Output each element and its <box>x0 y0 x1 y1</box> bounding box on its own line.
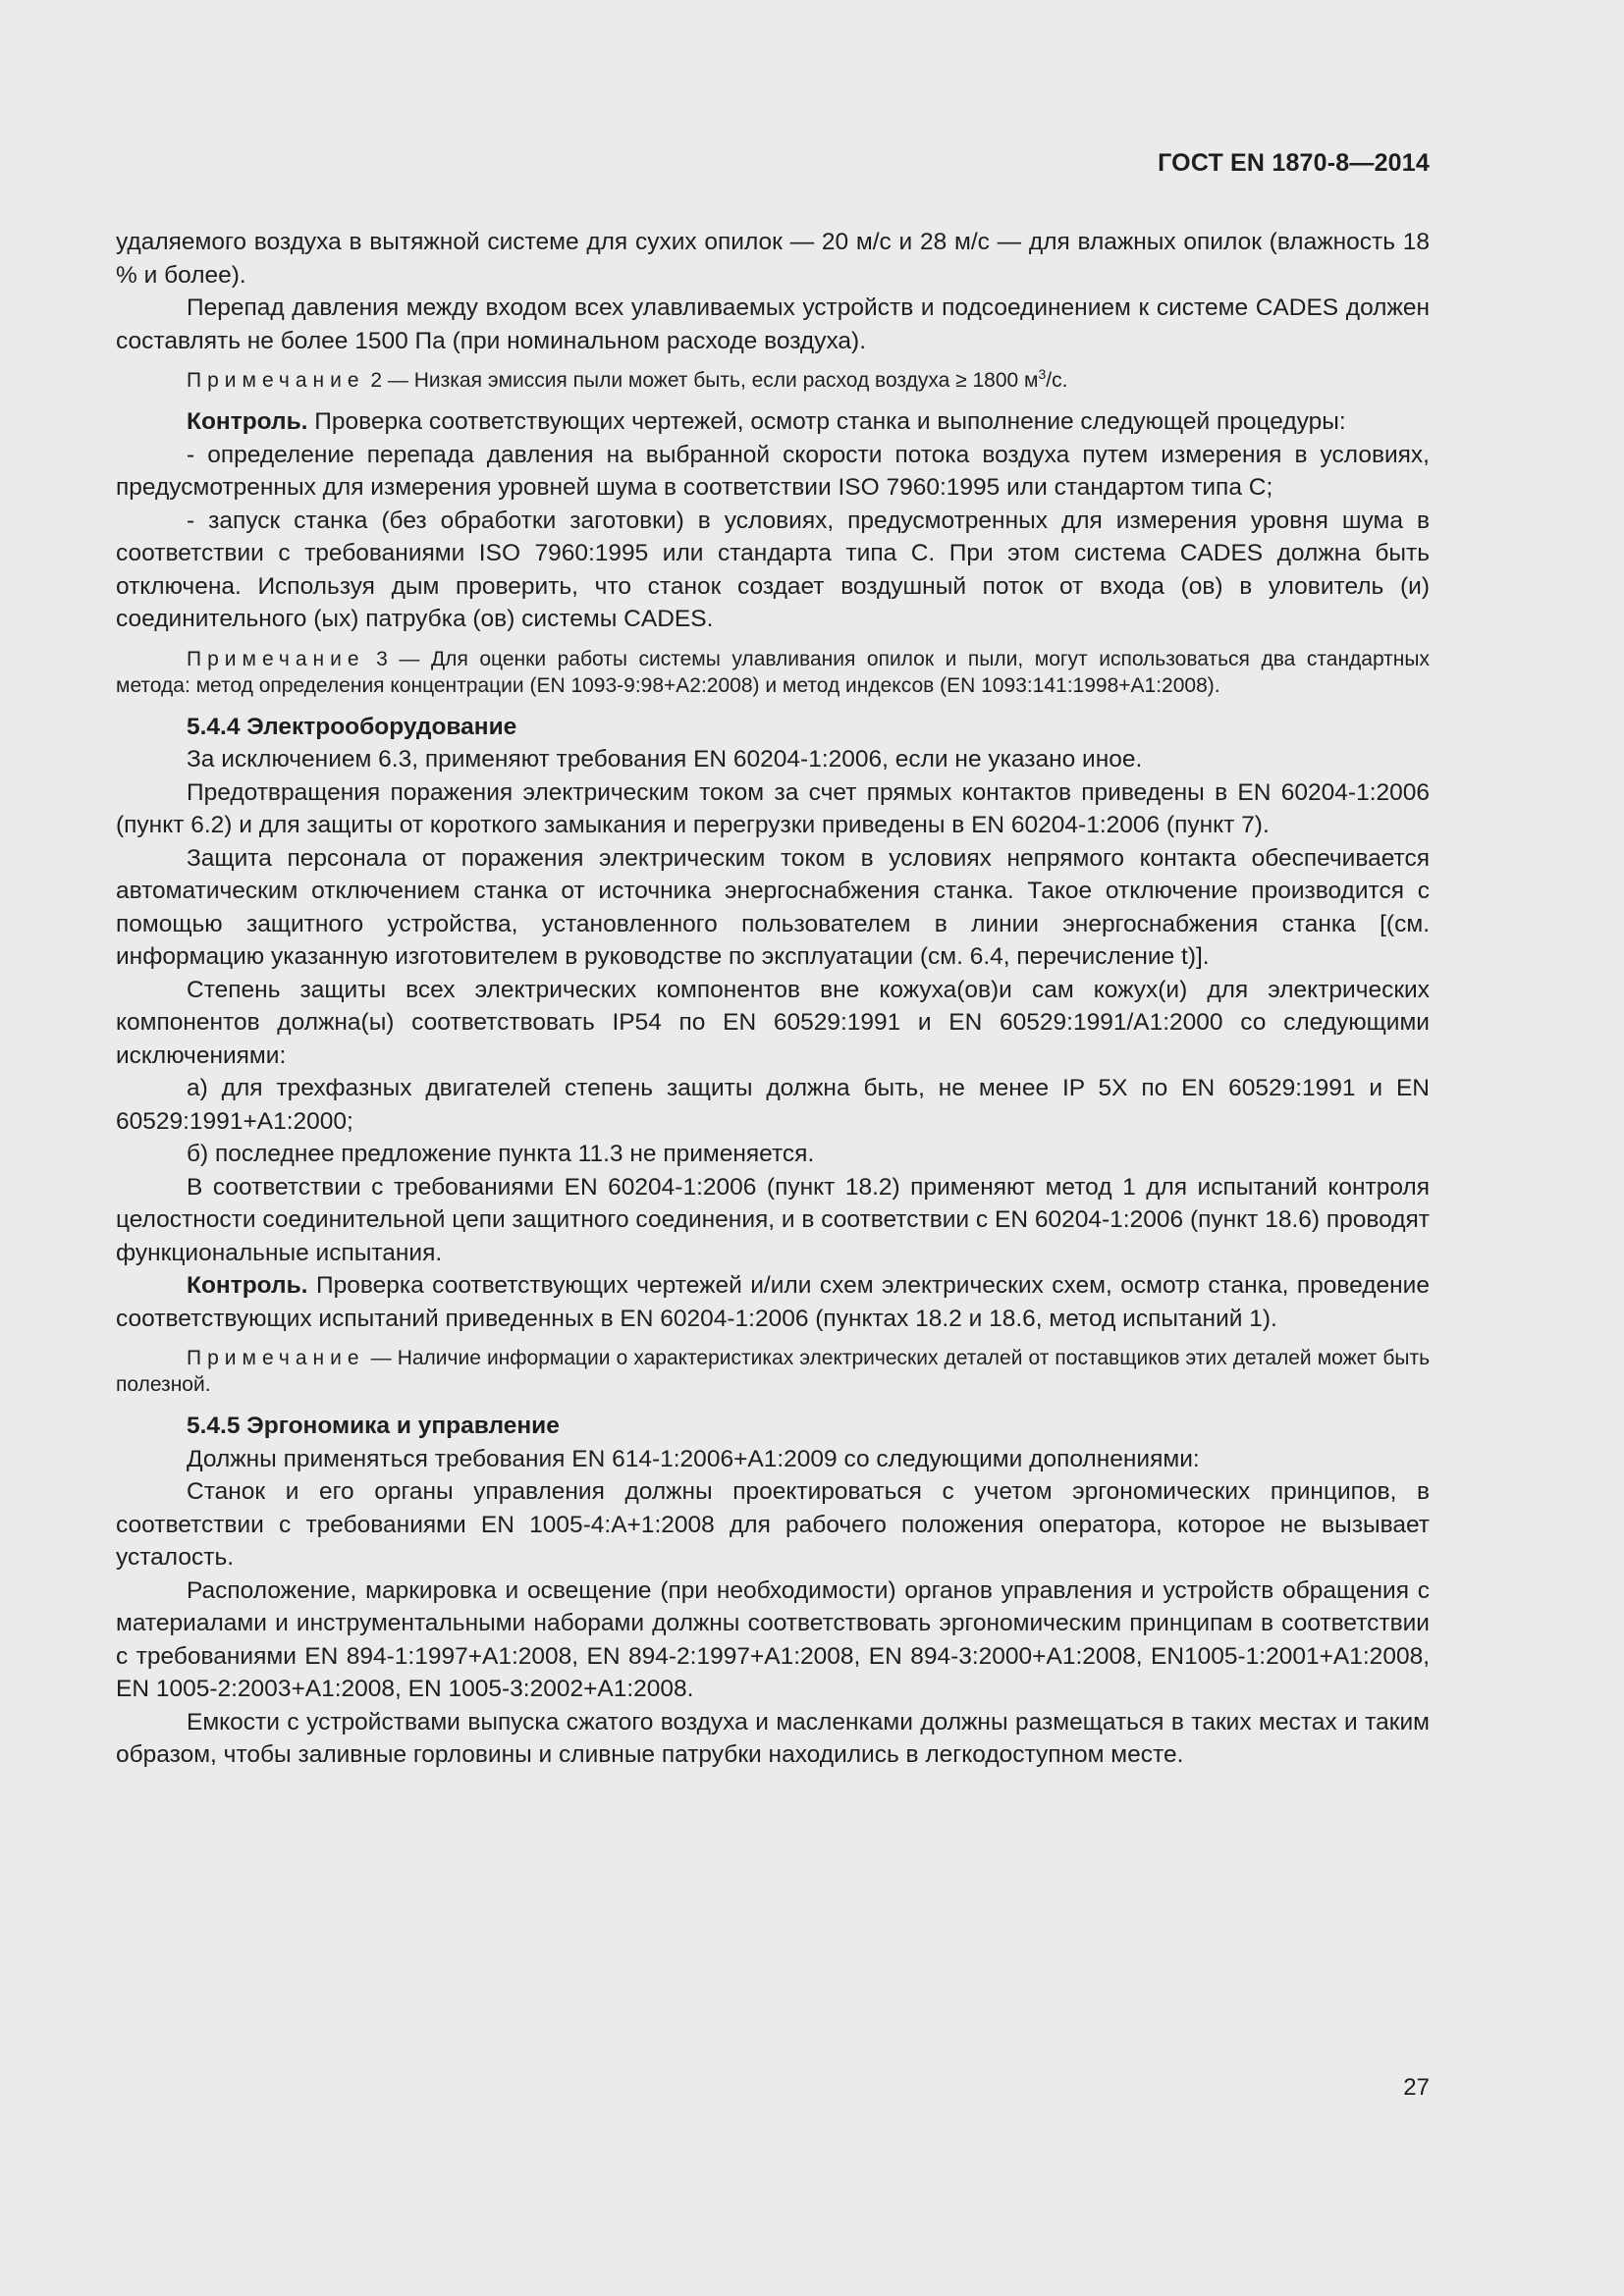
control-text: Проверка соответствующих чертежей и/или схем электрических схем, осмотр станка, проведение соответствующих испытаний приведенных в EN 60204-1:2006 (пунктах 18.2 и 18.6, метод испытаний 1). <box>116 1272 1430 1332</box>
paragraph: Должны применяться требования EN 614-1:2006+A1:2009 со следующими дополнениями: <box>187 1445 1200 1472</box>
note-superscript: 3 <box>1038 366 1047 382</box>
paragraph: Защита персонала от поражения электрическим током в условиях непрямого контакта обеспечивается автоматическим отключением станка от источника энергоснабжения станка. Такое отключение производится с помощью защитного устройства, установленного пользователем в линии энергоснабжения станка [(см. информацию указанную изготовителем в руководстве по эксплуатации (см. 6.4, перечисление t)]. <box>116 844 1430 970</box>
page-number: 27 <box>1403 2074 1430 2101</box>
paragraph: В соответствии с требованиями EN 60204-1:2006 (пункт 18.2) применяют метод 1 для испытаний контроля целостности соединительной цепи защитного соединения, и в соответствии с EN 60204-1:2006 (пункт 18.6) проводят функциональные испытания. <box>116 1173 1430 1266</box>
list-item: а) для трехфазных двигателей степень защиты должна быть, не менее IP 5X по EN 60529:1991 и EN 60529:1991+A1:2000; <box>116 1075 1430 1135</box>
paragraph: Емкости с устройствами выпуска сжатого воздуха и масленками должны размещаться в таких местах и таким образом, чтобы заливные горловины и сливные патрубки находились в легкодоступном месте. <box>116 1708 1430 1768</box>
paragraph: За исключением 6.3, применяют требования EN 60204-1:2006, если не указано иное. <box>187 746 1143 773</box>
document-header: ГОСТ EN 1870-8—2014 <box>1158 149 1430 177</box>
control-paragraph <box>116 405 1430 439</box>
document-body <box>116 226 1430 1772</box>
note-label: Примечание <box>187 647 365 670</box>
note-4 <box>116 1345 1430 1398</box>
list-item: - определение перепада давления на выбранной скорости потока воздуха путем измерения в условиях, предусмотренных для измерения уровней шума в соответствии ISO 7960:1995 или стандартом типа С; <box>116 441 1430 501</box>
note-tail: /с. <box>1046 369 1068 392</box>
control-label: Контроль. <box>187 408 308 435</box>
note-label: Примечание <box>187 369 365 392</box>
note-3 <box>116 646 1430 699</box>
list-item: - запуск станка (без обработки заготовки) в условиях, предусмотренных для измерения уровня шума в соответствии с требованиями ISO 7960:1995 или стандарта типа С. При этом система CADES должна быть отключена. Используя дым проверить, что станок создает воздушный поток от входа (ов) в уловитель (и) соединительного (ых) патрубка (ов) системы CADES. <box>116 507 1430 632</box>
paragraph: Степень защиты всех электрических компонентов вне кожуха(ов)и сам кожух(и) для электрических компонентов должна(ы) соответствовать IP54 по EN 60529:1991 и EN 60529:1991/A1:2000 со следующими исключениями: <box>116 976 1430 1069</box>
paragraph: Расположение, маркировка и освещение (при необходимости) органов управления и устройств обращения с материалами и инструментальными наборами должны соответствовать эргономическим принципам в соответствии с требованиями EN 894-1:1997+A1:2008, EN 894-2:1997+A1:2008, EN 894-3:2000+A1:2008, EN1005-1:2001+A1:2008, EN 1005-2:2003+A1:2008, EN 1005-3:2002+A1:2008. <box>116 1576 1430 1702</box>
paragraph: Станок и его органы управления должны проектироваться с учетом эргономических принципов, в соответствии с требованиями EN 1005-4:A+1:2008 для рабочего положения оператора, которое не вызывает усталость. <box>116 1478 1430 1571</box>
list-item: б) последнее предложение пункта 11.3 не применяется. <box>187 1141 815 1167</box>
section-heading-5-4-4: 5.4.4 Электрооборудование <box>187 713 517 740</box>
note-text: 2 — Низкая эмиссия пыли может быть, если расход воздуха ≥ 1800 м <box>370 369 1039 392</box>
paragraph: Перепад давления между входом всех улавливаемых устройств и подсоединением к системе CADES должен составлять не более 1500 Па (при номинальном расходе воздуха). <box>116 294 1430 354</box>
note-label: Примечание <box>187 1347 365 1369</box>
section-heading-5-4-5: 5.4.5 Эргономика и управление <box>187 1413 560 1439</box>
control-label: Контроль. <box>187 1272 308 1299</box>
control-paragraph <box>116 1269 1430 1335</box>
paragraph: удаляемого воздуха в вытяжной системе для сухих опилок — 20 м/с и 28 м/с — для влажных опилок (влажность 18 % и более). <box>116 229 1430 289</box>
control-text: Проверка соответствующих чертежей, осмотр станка и выполнение следующей процедуры: <box>314 408 1346 435</box>
note-text: 3 — Для оценки работы системы улавливания опилок и пыли, могут использоваться два стандартных метода: метод определения концентрации (EN 1093-9:98+A2:2008) и метод индексов (EN 1093:141:1998+A1:2008). <box>116 647 1430 697</box>
note-2 <box>116 367 1430 394</box>
paragraph: Предотвращения поражения электрическим током за счет прямых контактов приведены в EN 60204-1:2006 (пункт 6.2) и для защиты от короткого замыкания и перегрузки приведены в EN 60204-1:2006 (пункт 7). <box>116 778 1430 838</box>
note-text: — Наличие информации о характеристиках электрических деталей от поставщиков этих деталей может быть полезной. <box>116 1347 1431 1396</box>
